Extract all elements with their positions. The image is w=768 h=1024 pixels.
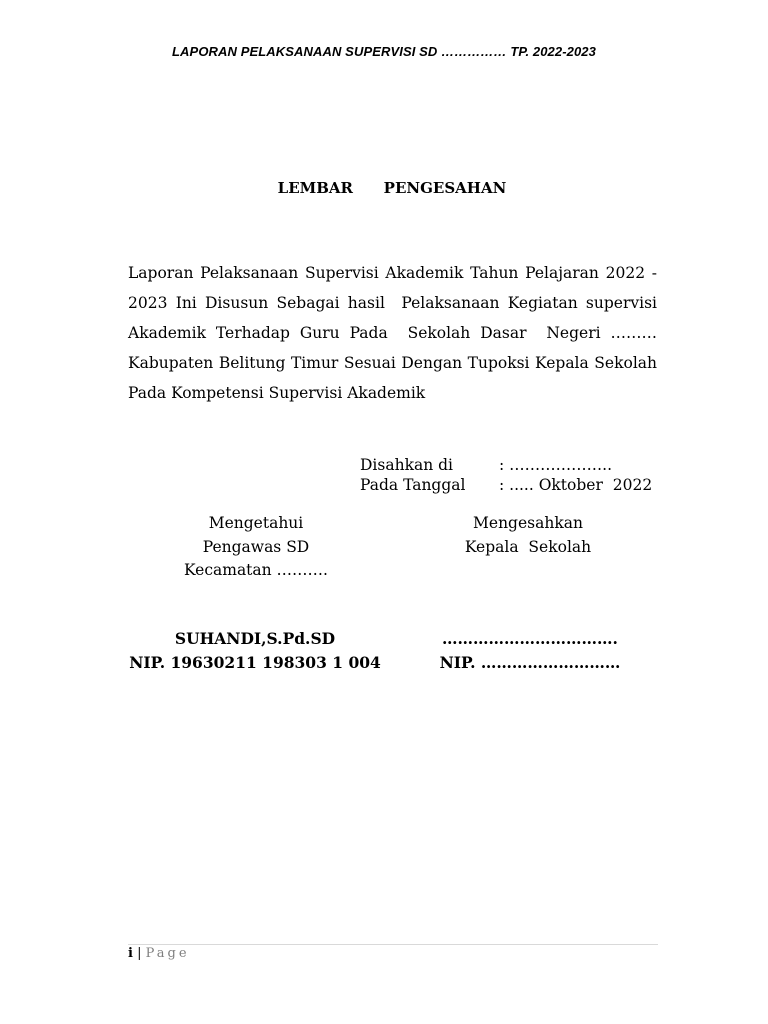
supervisor-signature — [120, 627, 390, 674]
page-label: Page — [145, 946, 190, 961]
supervisor-role: Pengawas SD — [202, 537, 310, 556]
principal-nip: NIP. ……………………… — [439, 652, 621, 672]
page-footer — [128, 946, 190, 961]
approval-place-value: : ……………….. — [499, 456, 613, 474]
footer-divider — [128, 944, 658, 945]
page-title: LEMBAR PENGESAHAN — [277, 179, 507, 197]
principal-block — [428, 512, 628, 559]
page-number: i — [128, 946, 133, 961]
approval-date-value: : ..... Oktober 2022 — [499, 476, 653, 494]
supervisor-nip: NIP. 19630211 198303 1 004 — [129, 652, 381, 672]
principal-approve-label: Mengesahkan — [473, 514, 583, 532]
supervisor-name: SUHANDI,S.Pd.SD — [174, 629, 336, 648]
approval-place-label: Disahkan di — [360, 456, 453, 474]
body-paragraph: Laporan Pelaksanaan Supervisi Akademik Tahun Pelajaran 2022 - 2023 Ini Disusun Sebagai hasil Pelaksanaan Kegiatan supervisi Akademik Terhadap Guru Pada Sekolah Dasar Negeri ……… Kabupaten Belitung Timur Sesuai Dengan Tupoksi Kepala Sekolah Pada Kompetensi Supervisi Akademik — [128, 264, 662, 402]
supervisor-district: Kecamatan ………. — [183, 561, 328, 579]
supervisor-acknowledge-label: Mengetahui — [208, 514, 304, 532]
principal-signature — [420, 627, 640, 674]
approval-place-row — [360, 455, 612, 475]
running-header: LAPORAN PELAKSANAAN SUPERVISI SD …………… TP. 2022-2023 — [172, 44, 596, 59]
supervisor-block — [156, 512, 356, 583]
principal-role: Kepala Sekolah — [464, 537, 592, 556]
body-paragraph-block — [128, 258, 662, 408]
approval-date-row — [360, 475, 652, 495]
approval-date-label: Pada Tanggal — [360, 476, 466, 494]
footer-separator: | — [137, 946, 142, 961]
principal-name: ……………………………. — [442, 629, 618, 648]
